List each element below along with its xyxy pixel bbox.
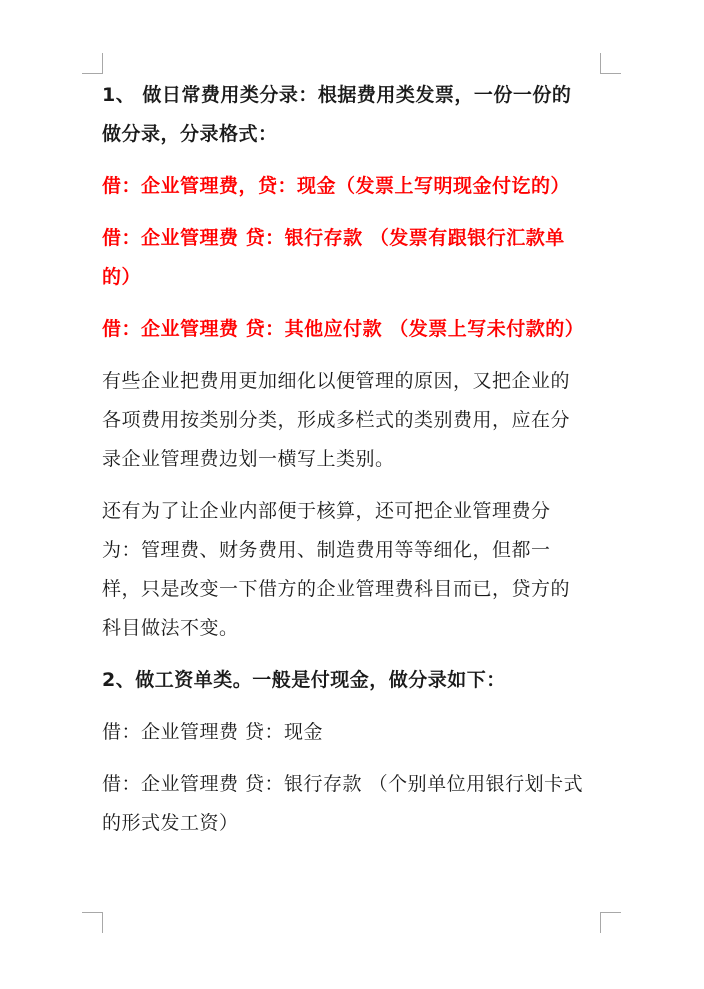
entry-bank-deposit: 借：企业管理费 贷：银行存款 （发票有跟银行汇款单的） [102, 227, 565, 288]
entry-salary-cash: 借：企业管理费 贷：现金 [102, 721, 324, 743]
paragraph-internal-accounting: 还有为了让企业内部便于核算，还可把企业管理费分为：管理费、财务费用、制造费用等等细化，但都一样，只是改变一下借方的企业管理费科目而已，贷方的科目做法不变。 [102, 500, 571, 639]
corner-mark-bottom-left [82, 912, 103, 933]
entry-other-payables: 借：企业管理费 贷：其他应付款 （发票上写未付款的） [102, 318, 585, 340]
entry-cash: 借：企业管理费，贷：现金（发票上写明现金付讫的） [102, 175, 571, 197]
corner-mark-bottom-right [600, 912, 621, 933]
corner-mark-top-left [82, 53, 103, 74]
section-1-heading: 1、 做日常费用类分录：根据费用类发票，一份一份的做分录，分录格式： [102, 84, 572, 145]
entry-salary-bank: 借：企业管理费 贷：银行存款 （个别单位用银行划卡式的形式发工资） [102, 773, 584, 834]
section-2-heading: 2、做工资单类。一般是付现金，做分录如下： [102, 669, 506, 691]
corner-mark-top-right [600, 53, 621, 74]
paragraph-category-breakdown: 有些企业把费用更加细化以便管理的原因，又把企业的各项费用按类别分类，形成多栏式的类别费用，应在分录企业管理费边划一横写上类别。 [102, 370, 571, 470]
document-body [102, 76, 586, 843]
